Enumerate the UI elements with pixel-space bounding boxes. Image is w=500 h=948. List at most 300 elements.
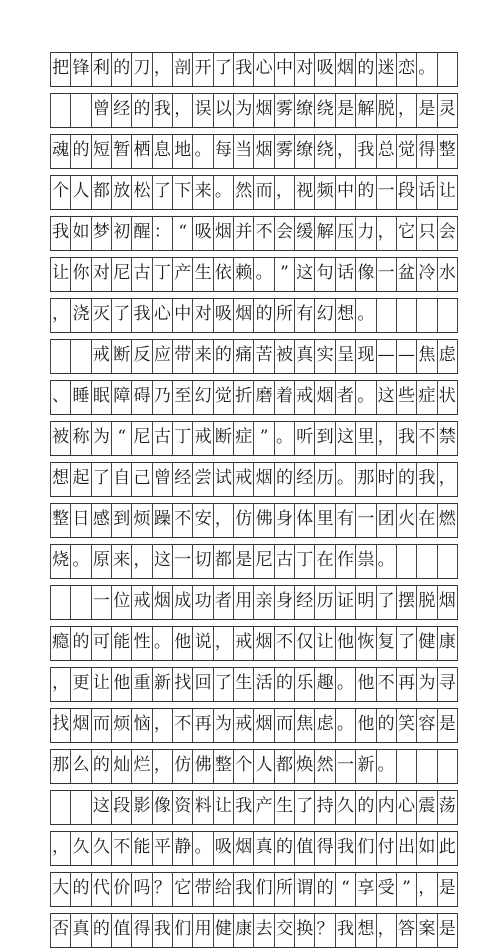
char-cell: 体 [294, 503, 314, 537]
char-cell: 的 [253, 298, 273, 332]
char-cell: 可 [91, 626, 111, 660]
char-cell: 反 [131, 339, 151, 373]
char-cell: 己 [131, 462, 151, 496]
char-cell: ， [152, 749, 172, 783]
char-cell: 这 [91, 790, 111, 824]
char-cell: 想 [335, 298, 355, 332]
char-cell: 此 [437, 831, 458, 865]
char-cell: 不 [253, 216, 273, 250]
char-cell: 让 [437, 175, 458, 209]
char-cell: 用 [233, 585, 253, 619]
char-cell: ， [152, 708, 172, 742]
char-cell: 缭 [294, 134, 314, 168]
manuscript-line [50, 585, 458, 620]
char-cell: 。 [335, 708, 355, 742]
char-cell: 们 [172, 913, 192, 947]
char-cell: 并 [233, 216, 253, 250]
char-cell: 在 [416, 503, 436, 537]
char-cell: 个 [50, 175, 70, 209]
char-cell: 。 [335, 462, 355, 496]
char-cell: 古 [131, 257, 151, 291]
char-cell: 古 [274, 544, 294, 578]
char-cell: 人 [253, 749, 273, 783]
char-cell: 的 [131, 93, 151, 127]
char-cell: 至 [172, 380, 192, 414]
char-cell: 不 [376, 667, 396, 701]
char-cell: ： [152, 216, 172, 250]
char-cell: 的 [355, 790, 375, 824]
char-cell: 像 [152, 790, 172, 824]
char-cell: 折 [233, 380, 253, 414]
char-cell: 尼 [253, 544, 273, 578]
char-cell: 康 [233, 913, 253, 947]
char-cell: 摆 [396, 585, 416, 619]
char-cell: 每 [213, 134, 233, 168]
char-cell: 尝 [192, 462, 212, 496]
char-cell: 整 [50, 503, 70, 537]
manuscript-line [50, 790, 458, 825]
char-cell: 的 [91, 913, 111, 947]
char-cell: 料 [192, 790, 212, 824]
char-cell: 绕 [314, 93, 334, 127]
char-cell: 健 [213, 913, 233, 947]
char-cell: 烦 [111, 708, 131, 742]
char-cell: 静 [172, 831, 192, 865]
char-cell: 的 [355, 52, 375, 86]
char-cell: 了 [376, 585, 396, 619]
char-cell: 戒 [233, 462, 253, 496]
char-cell: 一 [376, 257, 396, 291]
char-cell: 里 [314, 503, 334, 537]
char-cell: 的 [70, 626, 90, 660]
char-cell [50, 585, 70, 619]
char-cell: 我 [416, 462, 436, 496]
char-cell: 禁 [437, 421, 458, 455]
char-cell: ， [213, 626, 233, 660]
char-cell: 。 [355, 298, 375, 332]
char-cell: ， [335, 134, 355, 168]
char-cell: 付 [376, 831, 396, 865]
char-cell: 仅 [294, 626, 314, 660]
char-cell: 刀 [131, 52, 151, 86]
char-cell: 些 [396, 380, 416, 414]
char-cell: ， [213, 503, 233, 537]
char-cell: 。 [213, 175, 233, 209]
char-cell: 亲 [253, 585, 273, 619]
char-cell: 对 [192, 298, 212, 332]
char-cell: 么 [70, 749, 90, 783]
char-cell: 烟 [253, 708, 273, 742]
char-cell: 。 [192, 831, 212, 865]
char-cell: 一 [335, 749, 355, 783]
char-cell [396, 544, 416, 578]
char-cell: 持 [314, 790, 334, 824]
char-cell: 尼 [131, 421, 151, 455]
char-cell: 个 [233, 749, 253, 783]
char-cell: 只 [416, 216, 436, 250]
char-cell: 把 [50, 52, 70, 86]
char-cell: 断 [111, 339, 131, 373]
char-cell: 生 [274, 790, 294, 824]
char-cell: 躁 [152, 503, 172, 537]
char-cell: 尼 [111, 257, 131, 291]
char-cell: 误 [192, 93, 212, 127]
char-cell: 仿 [172, 749, 192, 783]
char-cell [70, 93, 90, 127]
char-cell: 震 [416, 790, 436, 824]
char-cell: 值 [111, 913, 131, 947]
char-cell: 寻 [437, 667, 458, 701]
char-cell: 找 [172, 667, 192, 701]
char-cell: 产 [253, 790, 273, 824]
char-cell: 不 [416, 421, 436, 455]
char-cell: 不 [274, 626, 294, 660]
char-cell: 戒 [233, 708, 253, 742]
char-cell: 到 [314, 421, 334, 455]
char-cell [70, 585, 90, 619]
char-cell: 们 [355, 831, 375, 865]
manuscript-line [50, 380, 458, 415]
char-cell: 烟 [253, 93, 273, 127]
char-cell: 解 [314, 216, 334, 250]
char-cell: 力 [355, 216, 375, 250]
char-cell: 吸 [192, 216, 212, 250]
char-cell: 都 [91, 175, 111, 209]
char-cell: 眠 [91, 380, 111, 414]
char-cell: 能 [111, 626, 131, 660]
char-cell: 虑 [314, 708, 334, 742]
char-cell: 丁 [152, 257, 172, 291]
char-cell: 戒 [91, 339, 111, 373]
char-cell: 去 [253, 913, 273, 947]
char-cell: 句 [314, 257, 334, 291]
char-cell: 经 [294, 585, 314, 619]
char-cell: 那 [355, 462, 375, 496]
char-cell: 恼 [131, 708, 151, 742]
char-cell: 不 [172, 708, 192, 742]
char-cell: 现 [355, 339, 375, 373]
char-cell: “ [111, 421, 131, 455]
char-cell: 实 [314, 339, 334, 373]
char-cell: 者 [335, 380, 355, 414]
char-cell: 更 [70, 667, 90, 701]
char-cell: 灿 [111, 749, 131, 783]
char-cell: 的 [274, 831, 294, 865]
char-cell: 烟 [70, 708, 90, 742]
char-cell: 了 [213, 667, 233, 701]
char-cell: “ [172, 216, 192, 250]
char-cell: 一 [355, 503, 375, 537]
char-cell: “ [335, 872, 355, 906]
char-cell: 当 [233, 134, 253, 168]
char-cell: ， [131, 544, 151, 578]
char-cell: 烟 [152, 585, 172, 619]
char-cell: ， [376, 216, 396, 250]
char-cell: 状 [437, 380, 458, 414]
char-cell: 频 [314, 175, 334, 209]
manuscript-line [50, 298, 458, 333]
char-cell: 迷 [376, 52, 396, 86]
char-cell: 为 [233, 93, 253, 127]
char-cell: 新 [152, 667, 172, 701]
char-cell: 丁 [172, 421, 192, 455]
char-cell: 中 [274, 52, 294, 86]
char-cell: 生 [233, 667, 253, 701]
char-cell: 。 [253, 257, 273, 291]
char-cell: 历 [314, 462, 334, 496]
char-cell: 带 [192, 872, 212, 906]
char-cell: ， [152, 52, 172, 86]
char-cell: 久 [70, 831, 90, 865]
char-cell: 瘾 [50, 626, 70, 660]
char-cell: 烟 [233, 831, 253, 865]
char-cell [437, 544, 458, 578]
char-cell: 经 [111, 93, 131, 127]
manuscript-line [50, 544, 458, 579]
char-cell: 复 [376, 626, 396, 660]
char-cell: 烦 [131, 503, 151, 537]
char-cell: 。 [376, 544, 396, 578]
char-cell: 恢 [355, 626, 375, 660]
char-cell: 戒 [233, 626, 253, 660]
char-cell: 得 [131, 913, 151, 947]
char-cell: 。 [192, 134, 212, 168]
char-cell: 历 [314, 585, 334, 619]
char-cell: 、 [50, 380, 70, 414]
char-cell: 幻 [192, 380, 212, 414]
char-cell [416, 749, 436, 783]
char-cell: 浇 [70, 298, 90, 332]
char-cell: 的 [91, 749, 111, 783]
char-cell: 剖 [172, 52, 192, 86]
char-cell: 生 [192, 257, 212, 291]
char-cell: 这 [152, 544, 172, 578]
char-cell: 戒 [192, 421, 212, 455]
char-cell: 盆 [396, 257, 416, 291]
char-cell: 容 [416, 708, 436, 742]
char-cell: 的 [70, 872, 90, 906]
char-cell: 缭 [294, 93, 314, 127]
char-cell [396, 749, 416, 783]
char-cell: 像 [355, 257, 375, 291]
char-cell: 值 [294, 831, 314, 865]
char-cell: 活 [253, 667, 273, 701]
char-cell: 新 [355, 749, 375, 783]
char-cell: 压 [335, 216, 355, 250]
char-cell: 。 [376, 749, 396, 783]
manuscript-line [50, 257, 458, 292]
char-cell: 产 [172, 257, 192, 291]
char-cell: 醒 [131, 216, 151, 250]
char-cell: 睡 [70, 380, 90, 414]
char-cell: ， [274, 175, 294, 209]
char-cell: 自 [111, 462, 131, 496]
char-cell: 的 [274, 462, 294, 496]
char-cell: 开 [192, 52, 212, 86]
char-cell: 乐 [294, 667, 314, 701]
char-cell: 魂 [50, 134, 70, 168]
char-cell: 烟 [213, 216, 233, 250]
char-cell: 用 [192, 913, 212, 947]
char-cell: 试 [213, 462, 233, 496]
manuscript-line [50, 503, 458, 538]
char-cell: 价 [111, 872, 131, 906]
char-cell: 的 [314, 872, 334, 906]
char-cell: 给 [213, 872, 233, 906]
char-cell: 松 [131, 175, 151, 209]
char-cell: 时 [376, 462, 396, 496]
char-cell: 烂 [131, 749, 151, 783]
char-cell: 那 [50, 749, 70, 783]
char-cell: 有 [335, 503, 355, 537]
char-cell: 性 [131, 626, 151, 660]
char-cell: 受 [376, 872, 396, 906]
char-cell: 成 [172, 585, 192, 619]
char-cell: ？ [152, 872, 172, 906]
char-cell: 所 [274, 298, 294, 332]
char-cell: 找 [50, 708, 70, 742]
char-cell: 有 [294, 298, 314, 332]
char-cell [50, 93, 70, 127]
char-cell: 。 [274, 421, 294, 455]
char-cell: 锋 [70, 52, 90, 86]
char-cell: 然 [314, 749, 334, 783]
char-cell: 他 [355, 708, 375, 742]
char-cell: 称 [70, 421, 90, 455]
char-cell: 地 [172, 134, 192, 168]
char-cell: 烟 [253, 626, 273, 660]
char-cell: 磨 [253, 380, 273, 414]
char-cell: 水 [437, 257, 458, 291]
char-cell: 我 [335, 913, 355, 947]
char-cell [70, 790, 90, 824]
char-cell: 这 [335, 421, 355, 455]
char-cell: 换 [294, 913, 314, 947]
char-cell [416, 298, 436, 332]
char-cell: 会 [274, 216, 294, 250]
char-cell: 原 [91, 544, 111, 578]
char-cell: 烟 [253, 462, 273, 496]
char-cell: 了 [396, 626, 416, 660]
char-cell: 如 [416, 831, 436, 865]
char-cell: 焦 [294, 708, 314, 742]
manuscript-line [50, 216, 458, 251]
char-cell: 虑 [437, 339, 458, 373]
manuscript-line [50, 134, 458, 169]
manuscript-line [50, 52, 458, 87]
char-cell: 一 [91, 585, 111, 619]
char-cell: 大 [50, 872, 70, 906]
manuscript-line [50, 913, 458, 948]
char-cell: 身 [274, 585, 294, 619]
char-cell: 总 [376, 134, 396, 168]
char-cell: 是 [233, 544, 253, 578]
char-cell: ， [376, 913, 396, 947]
char-cell: 症 [233, 421, 253, 455]
char-cell: ， [376, 421, 396, 455]
char-cell: 我 [50, 216, 70, 250]
char-cell: 证 [335, 585, 355, 619]
char-cell: 缓 [294, 216, 314, 250]
char-cell: 对 [294, 52, 314, 86]
char-cell: 脱 [376, 93, 396, 127]
char-cell: 了 [213, 52, 233, 86]
char-cell: 心 [152, 298, 172, 332]
char-cell: 来 [111, 544, 131, 578]
char-cell: 利 [91, 52, 111, 86]
char-cell: 否 [50, 913, 70, 947]
char-cell: — [376, 339, 396, 373]
char-cell: 段 [396, 175, 416, 209]
char-cell: 健 [416, 626, 436, 660]
char-cell: ， [396, 93, 416, 127]
char-cell: 这 [376, 380, 396, 414]
char-cell: 觉 [396, 134, 416, 168]
char-cell: 焦 [416, 339, 436, 373]
char-cell: 着 [274, 380, 294, 414]
char-cell: 为 [416, 667, 436, 701]
char-cell: ， [50, 298, 70, 332]
char-cell: 里 [355, 421, 375, 455]
char-cell [437, 749, 458, 783]
char-cell: 障 [111, 380, 131, 414]
char-cell: 不 [111, 831, 131, 865]
char-cell: 想 [355, 913, 375, 947]
char-cell: 戒 [294, 380, 314, 414]
manuscript-line [50, 421, 458, 456]
char-cell: 到 [111, 503, 131, 537]
char-cell: 了 [111, 298, 131, 332]
char-cell: 是 [437, 872, 458, 906]
char-cell: 烟 [314, 380, 334, 414]
char-cell: ” [274, 257, 294, 291]
char-cell: 听 [294, 421, 314, 455]
char-cell: 真 [253, 831, 273, 865]
char-cell: 会 [437, 216, 458, 250]
char-cell: 答 [396, 913, 416, 947]
char-cell: 他 [111, 667, 131, 701]
char-cell: 中 [335, 175, 355, 209]
char-cell: 出 [396, 831, 416, 865]
char-cell: 。 [355, 380, 375, 414]
manuscript-line [50, 831, 458, 866]
char-cell: 资 [172, 790, 192, 824]
char-cell: 荡 [437, 790, 458, 824]
char-cell: 平 [152, 831, 172, 865]
char-cell: 人 [70, 175, 90, 209]
char-cell: 的 [396, 462, 416, 496]
char-cell: 得 [314, 831, 334, 865]
char-cell: 的 [111, 52, 131, 86]
char-cell: 碍 [131, 380, 151, 414]
char-cell: 我 [233, 52, 253, 86]
char-cell: 经 [294, 462, 314, 496]
manuscript-line [50, 626, 458, 661]
char-cell: 视 [294, 175, 314, 209]
char-cell: 如 [70, 216, 90, 250]
char-cell: 来 [192, 175, 212, 209]
char-cell: 了 [152, 175, 172, 209]
char-cell: 幻 [314, 298, 334, 332]
manuscript-line [50, 93, 458, 128]
char-cell: 是 [437, 708, 458, 742]
char-cell: 息 [152, 134, 172, 168]
char-cell: 祟 [355, 544, 375, 578]
char-cell [396, 298, 416, 332]
char-cell: 都 [274, 749, 294, 783]
char-cell: 燃 [437, 503, 458, 537]
char-cell: 身 [274, 503, 294, 537]
